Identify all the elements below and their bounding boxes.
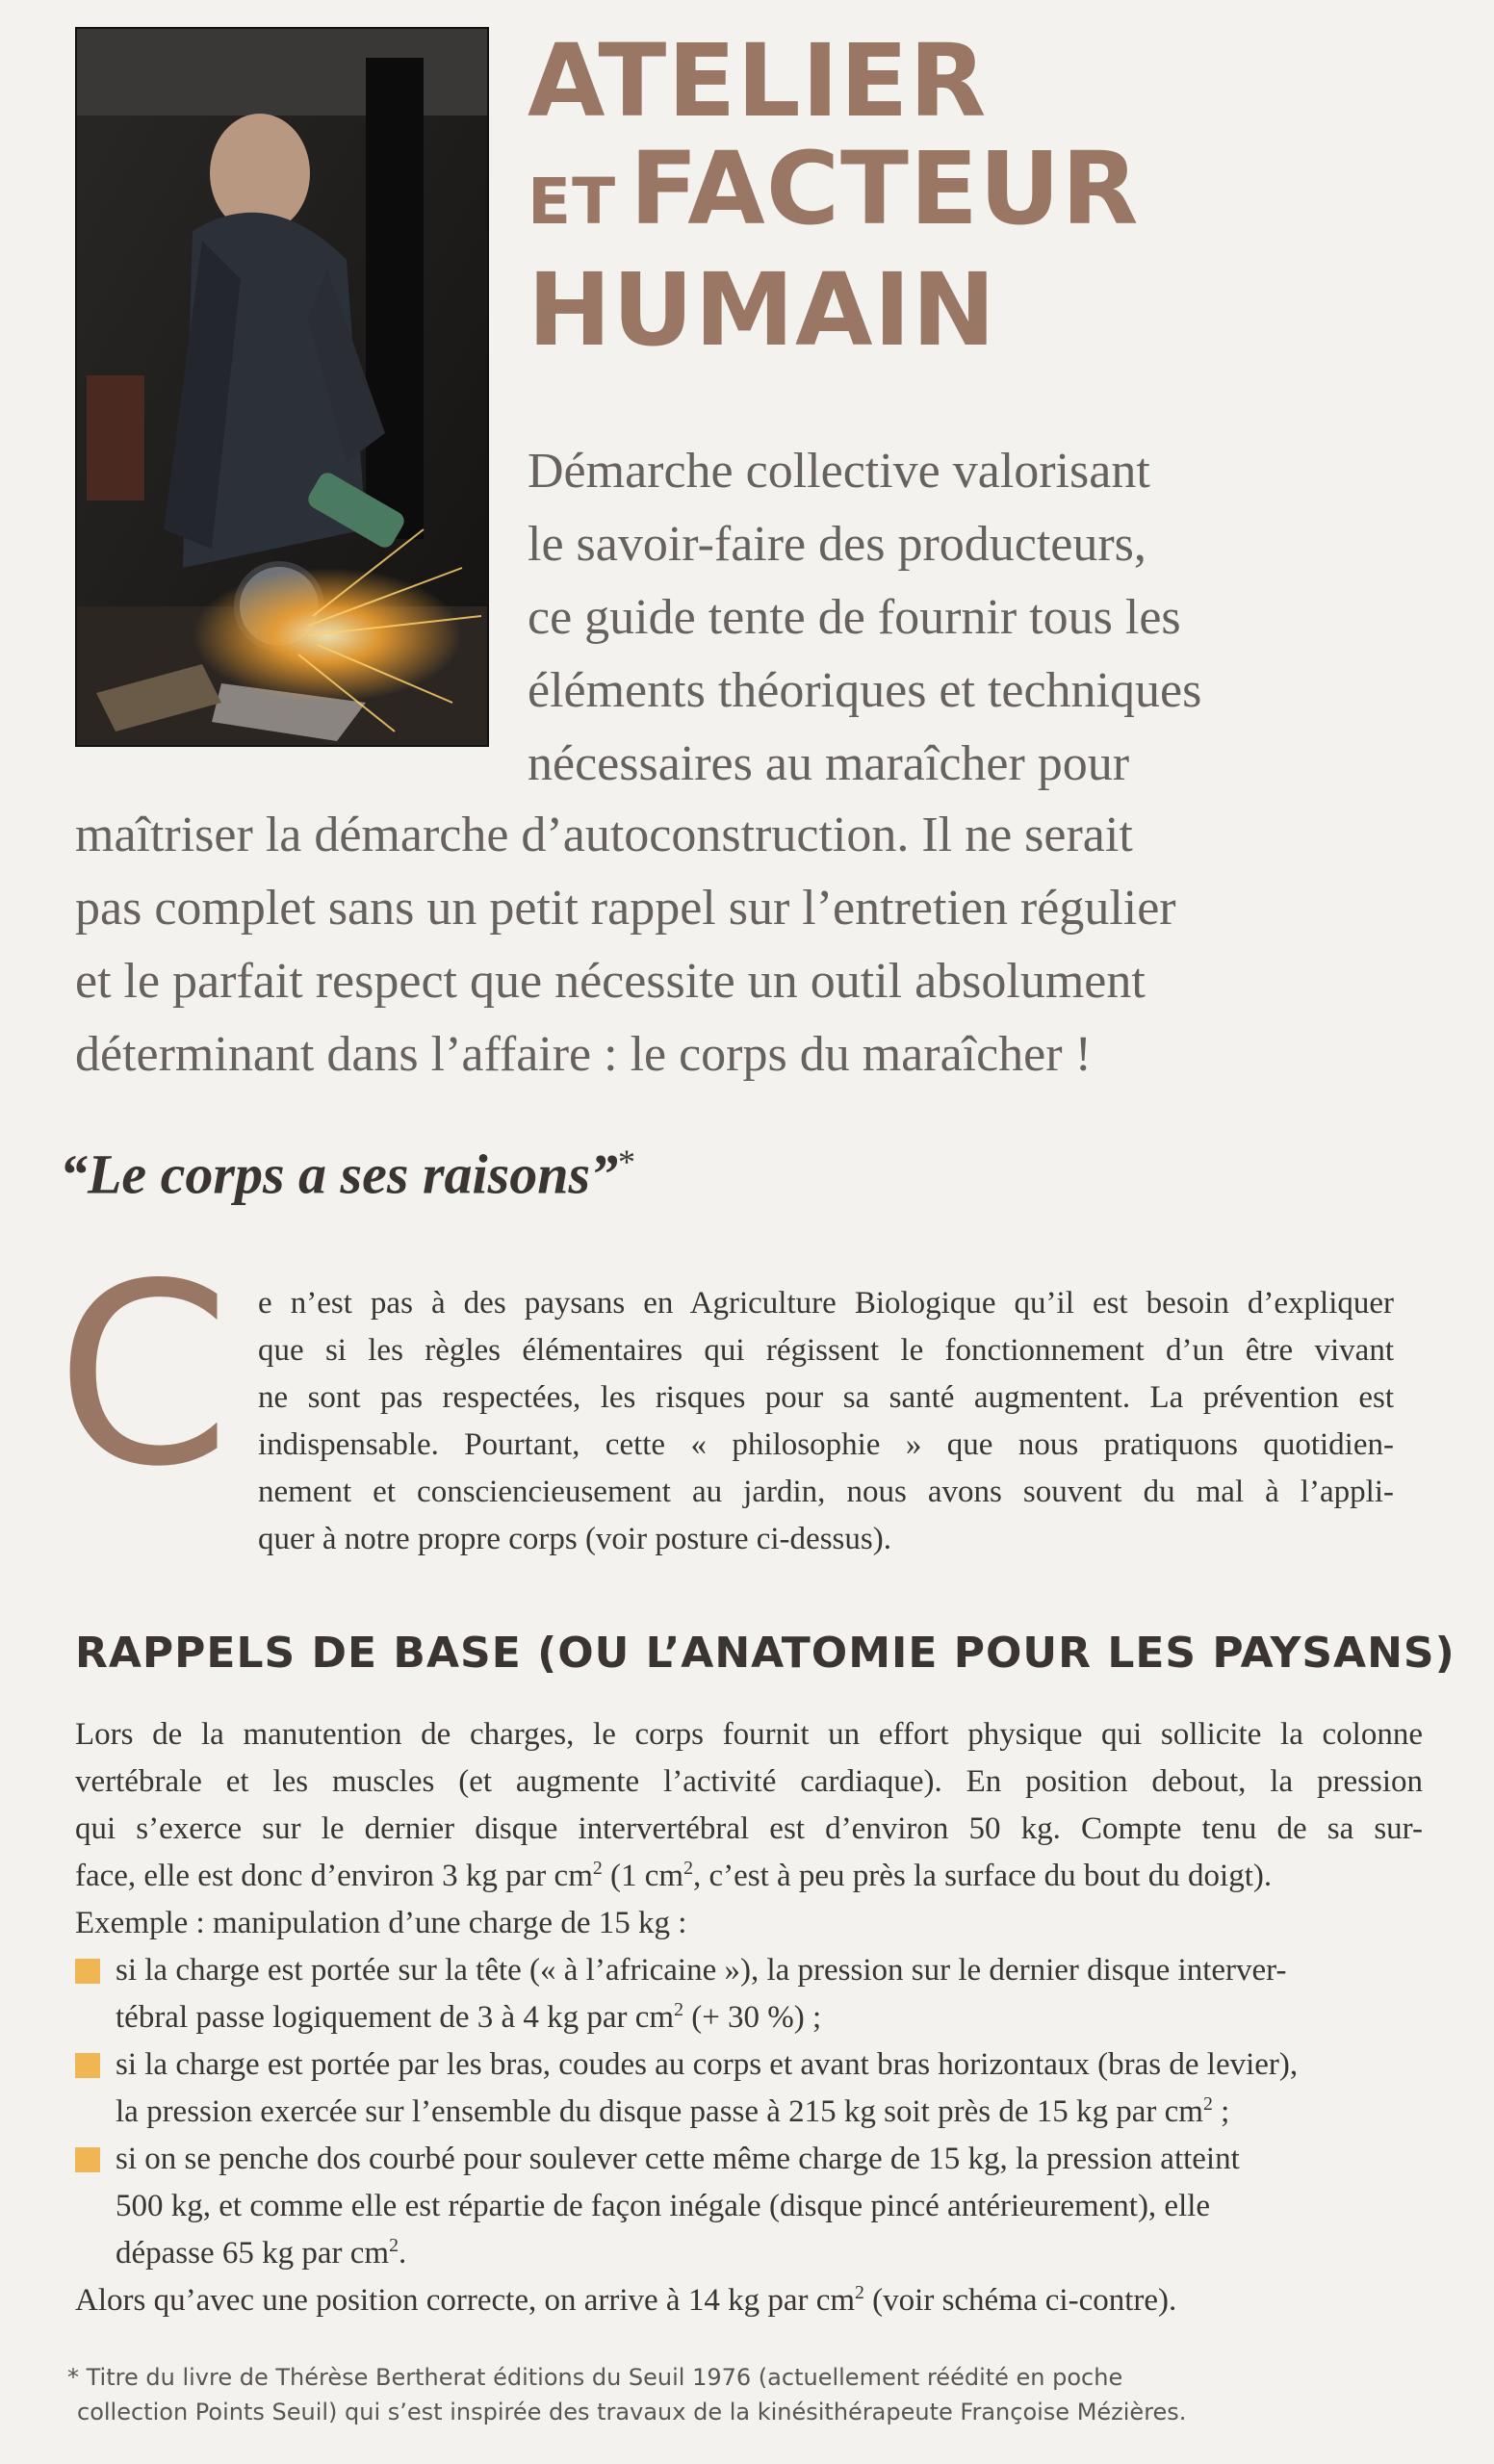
footnote-line: collection Points Seuil) qui s’est inspirée des travaux de la kinésithérapeute Françoise Mézières. — [77, 2399, 1187, 2426]
page-title — [528, 22, 1140, 369]
superscript: 2 — [674, 1999, 683, 2020]
paragraph-line: indispensable. Pourtant, cette « philosophie » que nous pratiquons quotidien- — [258, 1427, 1394, 1462]
body-text: dépasse 65 kg par cm — [116, 2236, 390, 2271]
list-item — [75, 2041, 1423, 2136]
intro-text-narrow — [528, 435, 1201, 801]
footnote-mark: * — [618, 1142, 636, 1181]
section-body — [75, 1711, 1423, 2324]
photo-illustration — [77, 29, 487, 745]
title-line-1: ATELIER — [528, 22, 988, 140]
body-text: Alors qu’avec une position correcte, on arrive à 14 kg par cm — [75, 2283, 856, 2318]
footnote — [67, 2360, 1415, 2429]
paragraph-line: nement et consciencieusement au jardin, nous avons souvent du mal à l’appli- — [258, 1475, 1394, 1509]
bullet-square-icon — [75, 2053, 100, 2078]
list-item-line — [75, 2089, 1423, 2136]
intro-line: nécessaires au maraîcher pour — [528, 736, 1130, 791]
intro-line: éléments théoriques et techniques — [528, 663, 1202, 718]
intro-line: pas complet sans un petit rappel sur l’entretien régulier — [75, 881, 1176, 936]
bullet-square-icon — [75, 1959, 100, 1984]
superscript: 2 — [1202, 2093, 1213, 2115]
intro-line: déterminant dans l’affaire : le corps du maraîcher ! — [75, 1027, 1092, 1082]
body-line — [75, 2277, 1423, 2324]
intro-text-wide — [75, 799, 1442, 1091]
title-line-2-prefix: ET — [528, 165, 617, 239]
list-item-line — [75, 2230, 1423, 2277]
intro-paragraph — [258, 1280, 1394, 1563]
superscript: 2 — [389, 2235, 399, 2256]
body-text: ; — [1212, 2094, 1230, 2129]
list-item-line: si la charge est portée sur la tête (« à l’africaine »), la pression sur le dernier disque interver- — [116, 1953, 1287, 1988]
body-line: qui s’exerce sur le dernier disque intervertébral est d’environ 50 kg. Compte tenu de sa sur- — [75, 1811, 1423, 1846]
quote-heading — [60, 1142, 635, 1206]
paragraph-line: ne sont pas respectées, les risques pour sa santé augmentent. La prévention est — [258, 1380, 1394, 1415]
list-item-line: si la charge est portée par les bras, coudes au corps et avant bras horizontaux (bras de levier), — [116, 2047, 1299, 2082]
quote-heading-text: “Le corps a ses raisons” — [60, 1142, 619, 1206]
intro-line: maîtriser la démarche d’autoconstruction. Il ne serait — [75, 808, 1133, 862]
superscript: 2 — [592, 1858, 603, 1879]
superscript: 2 — [855, 2282, 864, 2303]
footnote-line: * Titre du livre de Thérèse Bertherat éditions du Seuil 1976 (actuellement réédité en poche — [67, 2364, 1123, 2391]
intro-line: ce guide tente de fournir tous les — [528, 590, 1181, 645]
body-text: tébral passe logiquement de 3 à 4 kg par cm — [116, 2000, 675, 2035]
list-item — [75, 2136, 1423, 2277]
intro-line: Démarche collective valorisant — [528, 444, 1150, 499]
paragraph-line: e n’est pas à des paysans en Agriculture Biologique qu’il est besoin d’expliquer — [258, 1286, 1394, 1321]
paragraph-line: que si les règles élémentaires qui régissent le fonctionnement d’un être vivant — [258, 1333, 1394, 1368]
body-line: Lors de la manutention de charges, le corps fournit un effort physique qui sollicite la colonne — [75, 1717, 1423, 1752]
intro-line: et le parfait respect que nécessite un outil absolument — [75, 954, 1146, 1009]
body-line: Exemple : manipulation d’une charge de 15 kg : — [75, 1906, 687, 1940]
body-text: . — [398, 2236, 407, 2271]
section-heading: RAPPELS DE BASE (OU L’ANATOMIE POUR LES PAYSANS) — [75, 1629, 1455, 1678]
body-line — [75, 1853, 1423, 1900]
list-item — [75, 1947, 1423, 2041]
body-line: vertébrale et les muscles (et augmente l’activité cardiaque). En position debout, la pression — [75, 1764, 1423, 1799]
title-line-3: HUMAIN — [528, 251, 997, 369]
body-text: la pression exercée sur l’ensemble du disque passe à 215 kg soit près de 15 kg par cm — [116, 2094, 1203, 2129]
intro-line: le savoir-faire des producteurs, — [528, 517, 1146, 572]
body-text: , c’est à peu près la surface du bout du doigt). — [692, 1859, 1273, 1893]
drop-cap: C — [56, 1231, 231, 1522]
list-item-line: si on se penche dos courbé pour soulever cette même charge de 15 kg, la pression atteint — [116, 2142, 1240, 2176]
bullet-square-icon — [75, 2147, 100, 2172]
body-text: (voir schéma ci-contre). — [863, 2283, 1177, 2318]
photo-grinder-worker — [75, 27, 489, 747]
list-item-line — [75, 1994, 1423, 2041]
title-line-2-main: FACTEUR — [630, 130, 1140, 247]
body-text: face, elle est donc d’environ 3 kg par cm — [75, 1859, 593, 1893]
title-line-2 — [528, 130, 1140, 256]
body-text: (+ 30 %) ; — [683, 2000, 822, 2035]
superscript: 2 — [683, 1858, 693, 1879]
body-text: (1 cm — [602, 1859, 684, 1893]
list-item-line: 500 kg, et comme elle est répartie de façon inégale (disque pincé antérieurement), elle — [116, 2189, 1211, 2223]
paragraph-line: quer à notre propre corps (voir posture ci-dessus). — [258, 1522, 891, 1556]
